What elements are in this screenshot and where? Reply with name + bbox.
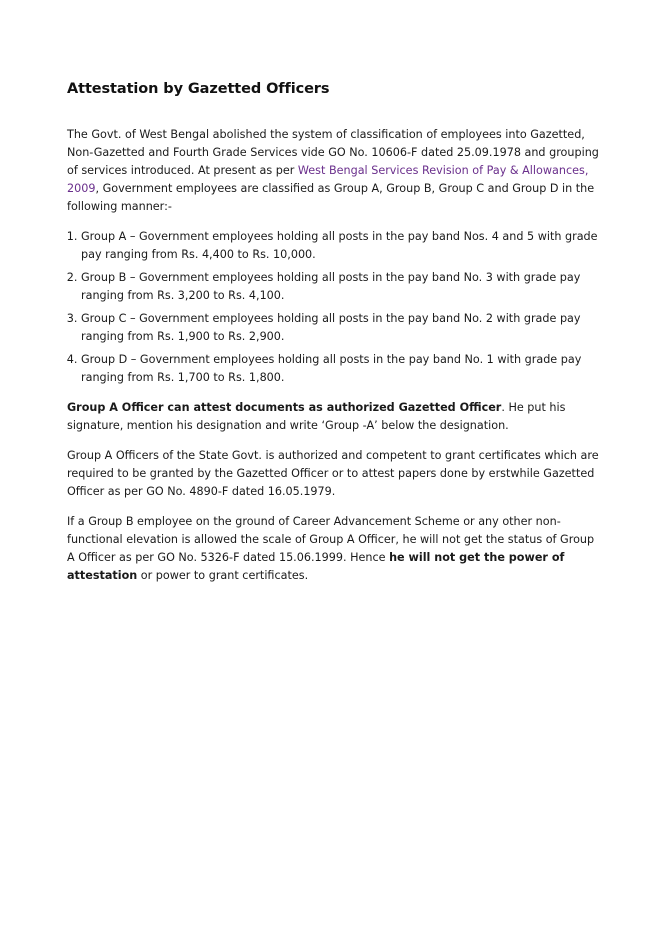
- group-a-item: 1. Group A – Government employees holding all posts in the pay band Nos. 4 and 5 with grade pay ranging from Rs. 4,400 to Rs. 10,000.: [81, 228, 605, 264]
- cas-text-before-bold: If a Group B employee on the ground of Career Advancement Scheme or any other non-functional elevation is allowed the scale of Group A Officer, he will not get the status of Group A Officer as per GO No. 5326-F dated 15.06.1999. Hence: [67, 515, 595, 564]
- attestation-bold-statement: Group A Officer can attest documents as authorized Gazetted Officer: [67, 401, 502, 414]
- cas-paragraph: [67, 513, 605, 585]
- pay-revision-link[interactable]: West Bengal Services Revision of Pay & Allowances, 2009: [67, 164, 589, 195]
- article: [67, 78, 605, 585]
- group-list: [67, 228, 605, 387]
- page-title: Attestation by Gazetted Officers: [67, 81, 330, 97]
- intro-text-before-link: The Govt. of West Bengal abolished the system of classification of employees into Gazetted, Non-Gazetted and Fourth Grade Services vide GO No. 10606-F dated 25.09.1978 and grouping of services introduced. At present as per: [67, 128, 599, 177]
- intro-paragraph: [67, 126, 605, 216]
- intro-text-after-link: , Government employees are classified as Group A, Group B, Group C and Group D in the following manner:-: [67, 182, 595, 213]
- cas-bold-statement: he will not get the power of attestation: [67, 551, 565, 582]
- competent-paragraph: Group A Officers of the State Govt. is authorized and competent to grant certificates which are required to be granted by the Gazetted Officer or to attest papers done by erstwhile Gazetted Officer as per GO No. 4890-F dated 16.05.1979.: [67, 449, 599, 498]
- group-c-item: 3. Group C – Government employees holding all posts in the pay band No. 2 with grade pay ranging from Rs. 1,900 to Rs. 2,900.: [81, 310, 605, 346]
- attestation-paragraph: [67, 399, 605, 435]
- group-b-item: 2. Group B – Government employees holding all posts in the pay band No. 3 with grade pay ranging from Rs. 3,200 to Rs. 4,100.: [81, 269, 605, 305]
- attestation-rest-text: . He put his signature, mention his designation and write ‘Group -A’ below the designation.: [67, 401, 566, 432]
- group-d-item: 4. Group D – Government employees holding all posts in the pay band No. 1 with grade pay ranging from Rs. 1,700 to Rs. 1,800.: [81, 351, 605, 387]
- cas-text-after-bold: or power to grant certificates.: [137, 569, 309, 582]
